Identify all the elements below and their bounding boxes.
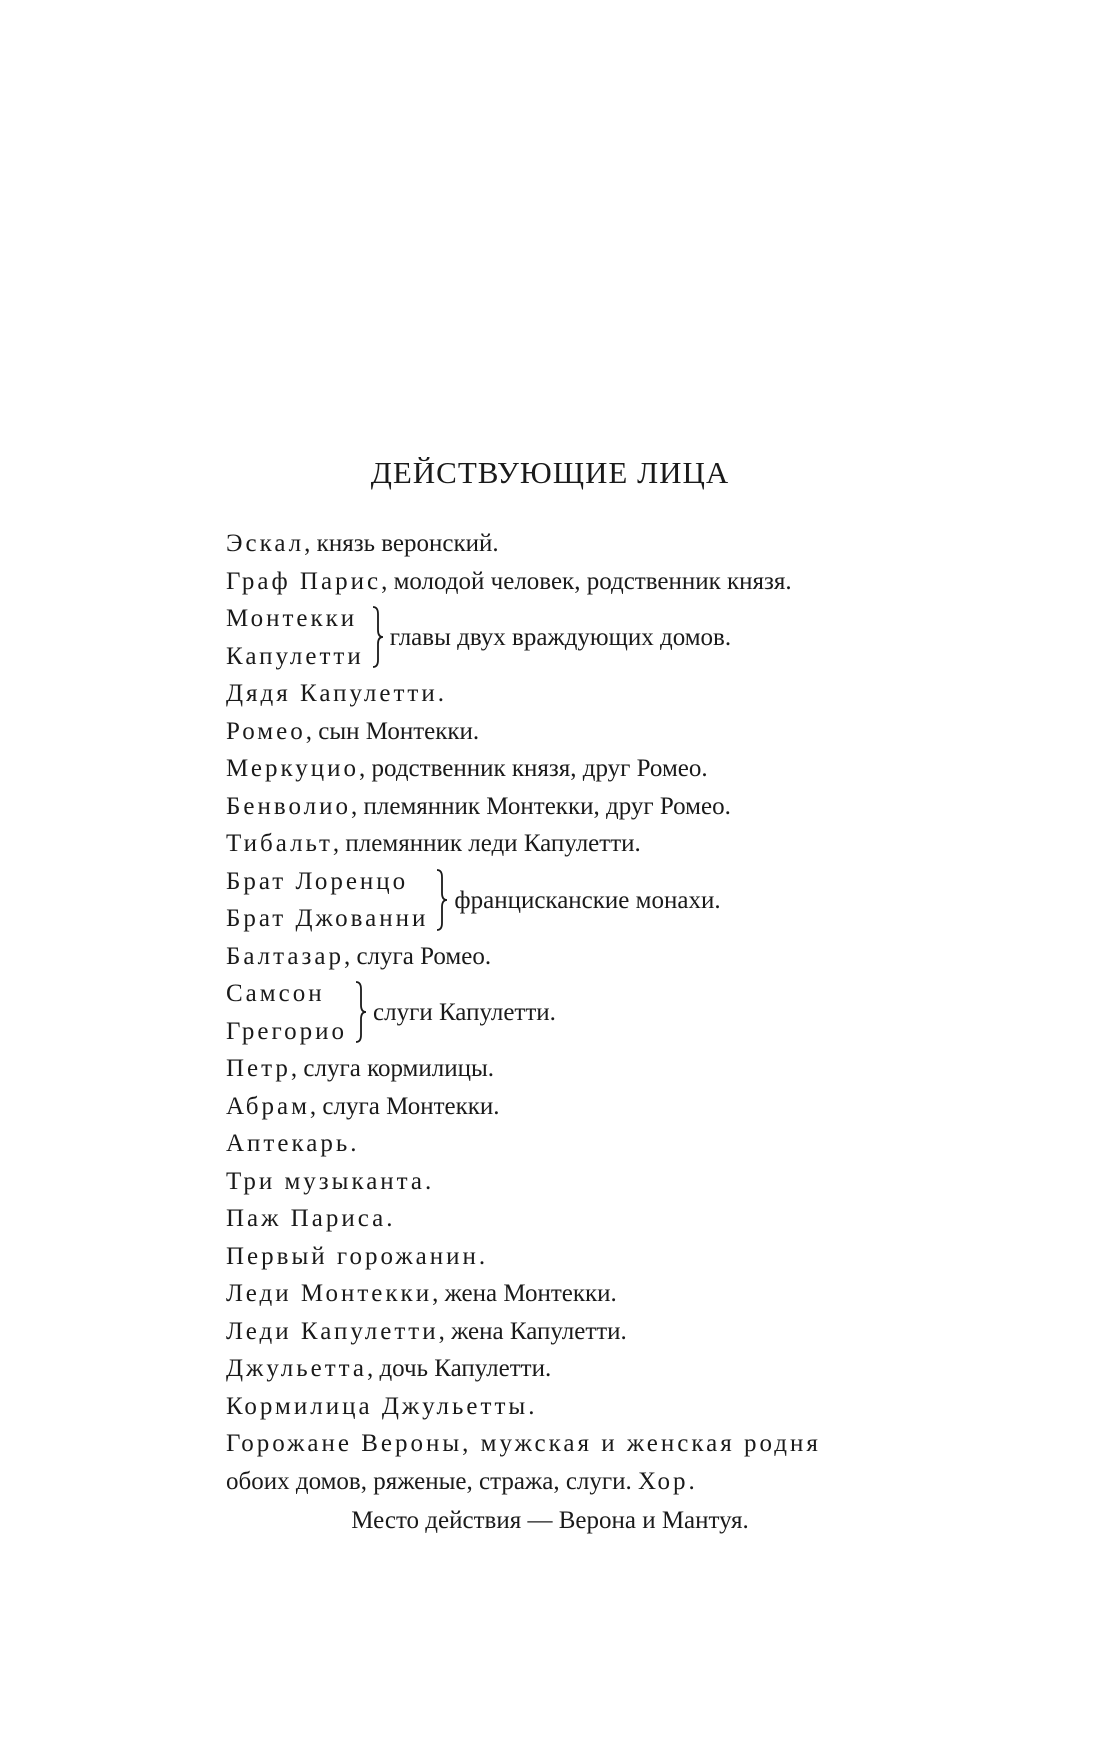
cast-list [226,525,946,1500]
character-description: , слуга Монтекки. [309,1092,500,1120]
brace-icon [355,981,367,1043]
character-name: Кормилица Джульетты [226,1392,529,1420]
character-description: , молодой человек, родственник князя. [381,567,792,595]
character-line [226,1425,946,1463]
character-name: Аптекарь [226,1130,351,1157]
character-name: Петр [226,1055,291,1082]
character-description: обоих домов, ряженые, стража, слуги. [226,1467,639,1495]
character-name: Горожане Вероны, мужская и женская родня [226,1430,821,1457]
character-name: Меркуцио [226,755,360,782]
character-name: Ромео [226,717,306,745]
character-line [226,1388,946,1426]
brace-icon [372,606,384,668]
character-line [226,525,946,563]
character-description: . [350,1130,357,1157]
group-description: главы двух враждующих домов. [389,624,732,651]
character-line [226,975,946,1013]
character-name: Дядя Капулетти [226,680,438,707]
character-name: Капулетти [226,642,364,670]
character-name: Джульетта [226,1355,367,1382]
character-name: Грегорио [226,1017,347,1045]
character-group [226,600,946,675]
character-name: Паж Париса [226,1205,387,1232]
character-line [226,1200,946,1238]
character-name: Абрам [226,1092,310,1120]
character-line [226,1013,946,1051]
character-line [226,1313,946,1351]
character-line [226,750,946,788]
character-name: Брат Джованни [226,905,429,932]
character-description: , племянник леди Капулетти. [332,830,641,857]
character-description: , сын Монтекки. [305,717,480,745]
character-line [226,1350,946,1388]
character-name: Леди Капулетти [226,1317,439,1345]
character-name: Монтекки [226,605,358,632]
group-description: слуги Капулетти. [373,999,556,1026]
character-name: Брат Лоренцо [226,867,409,895]
character-description: , слуга кормилицы. [290,1055,495,1082]
character-line [226,1163,946,1201]
character-line [226,675,946,713]
character-description: , племянник Монтекки, друг Ромео. [351,792,731,820]
character-name: Бенволио [226,792,351,820]
character-line [226,563,946,601]
character-description: , родственник князя, друг Ромео. [359,755,708,782]
character-name: Эскал [226,530,305,557]
character-name: Граф Парис [226,567,382,595]
character-line [226,1463,946,1501]
character-name: Первый горожанин [226,1242,479,1270]
character-description: , жена Капулетти. [438,1317,627,1345]
character-group [226,975,946,1050]
character-line [226,1050,946,1088]
character-description: . [688,1467,695,1495]
character-name: Балтазар [226,942,344,970]
character-name: Три музыканта [226,1167,426,1195]
character-description: . [386,1205,393,1232]
character-description: , дочь Капулетти. [366,1355,552,1382]
character-line [226,1125,946,1163]
character-group [226,863,946,938]
character-name: Самсон [226,980,325,1007]
character-line [226,938,946,976]
place-of-action: Место действия — Верона и Мантуя. [351,1507,749,1534]
group-description: францисканские монахи. [454,886,721,914]
character-description: , слуга Ромео. [343,942,492,970]
character-line [226,1088,946,1126]
character-description: . [528,1392,535,1420]
character-line [226,713,946,751]
character-description: , князь веронский. [304,530,499,557]
character-line [226,1238,946,1276]
character-description: . [437,680,444,707]
character-description: . [478,1242,486,1270]
character-name: Леди Монтекки [226,1280,433,1307]
page-title: ДЕЙСТВУЮЩИЕ ЛИЦА [370,455,730,490]
character-line [226,825,946,863]
character-line [226,1275,946,1313]
brace-icon [436,869,448,931]
character-name: Хор [638,1467,689,1495]
character-name: Тибальт [226,830,333,857]
character-line [226,788,946,826]
character-description: . [425,1167,432,1195]
character-description: , жена Монтекки. [432,1280,617,1307]
